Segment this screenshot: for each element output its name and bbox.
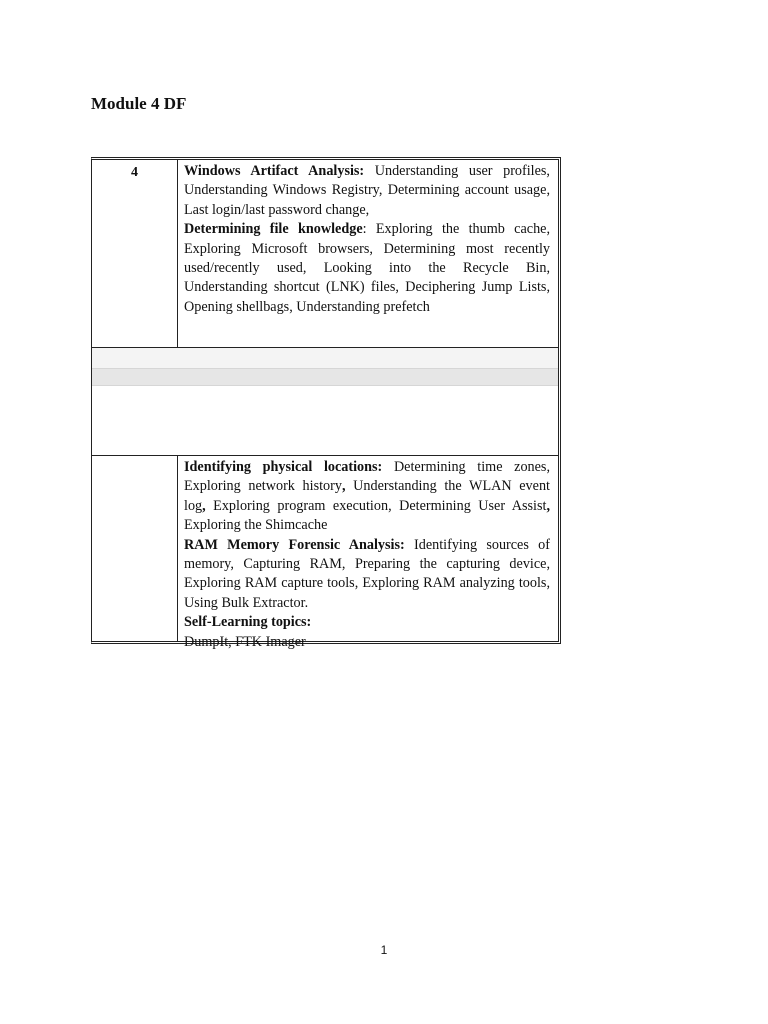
table-row-continued — [92, 456, 558, 650]
text-physical-locations-d: Exploring the Shimcache — [184, 517, 328, 534]
paragraph-ram-forensics — [184, 536, 550, 614]
text-determining-file-knowledge: : Exploring the thumb cache, Exploring Microsoft browsers, Determining most recently used/recently used, Looking into the Recycle Bin, Understanding shortcut (LNK) files, Deciphering Jump Lists, Opening shellbags, Understanding prefetch — [184, 221, 551, 315]
paragraph-self-learning-text: DumpIt, FTK Imager — [184, 633, 306, 650]
text-physical-locations-b: Understanding the WLAN event log — [184, 478, 550, 514]
module-number-cell: 4 — [92, 160, 178, 347]
bold-comma: , — [341, 478, 346, 495]
table-row-empty-2 — [92, 386, 558, 456]
text-physical-locations-c: Exploring program execution, Determining User Assist — [205, 497, 547, 514]
module-content-cell — [178, 160, 558, 347]
table-row-module-4 — [92, 160, 558, 348]
paragraph-windows-artifact — [184, 162, 550, 220]
heading-identifying-physical-locations: Identifying physical locations: — [184, 459, 383, 475]
text-ram-memory-forensic-analysis: Identifying sources of memory, Capturing RAM, Preparing the capturing device, Exploring RAM capture tools, Exploring RAM analyzing tools, Using Bulk Extractor. — [184, 536, 550, 611]
page-number: 1 — [380, 943, 388, 957]
bold-comma: , — [202, 497, 206, 514]
syllabus-table — [91, 157, 561, 650]
heading-ram-memory-forensic-analysis: RAM Memory Forensic Analysis: — [184, 536, 405, 553]
heading-self-learning-topics: Self-Learning topics: — [184, 614, 312, 631]
table-row-empty-1 — [92, 348, 558, 369]
module-number-cell-empty — [92, 456, 178, 641]
heading-windows-artifact-analysis: Windows Artifact Analysis: — [184, 163, 365, 179]
table-row-empty-shaded — [92, 369, 558, 386]
paragraph-file-knowledge — [184, 220, 550, 317]
heading-determining-file-knowledge: Determining file knowledge — [184, 221, 363, 238]
text-windows-artifact-analysis: Understanding user profiles, Understanding Windows Registry, Determining account usage, Last login/last password change, — [184, 163, 550, 218]
page-title: Module 4 DF — [91, 94, 187, 113]
paragraph-self-learning-heading — [184, 613, 550, 632]
text-physical-locations-a: Determining time zones, Exploring network history — [184, 459, 550, 495]
bold-comma: , — [546, 497, 550, 514]
paragraph-physical-locations — [184, 458, 550, 536]
continued-content-cell — [178, 456, 558, 650]
